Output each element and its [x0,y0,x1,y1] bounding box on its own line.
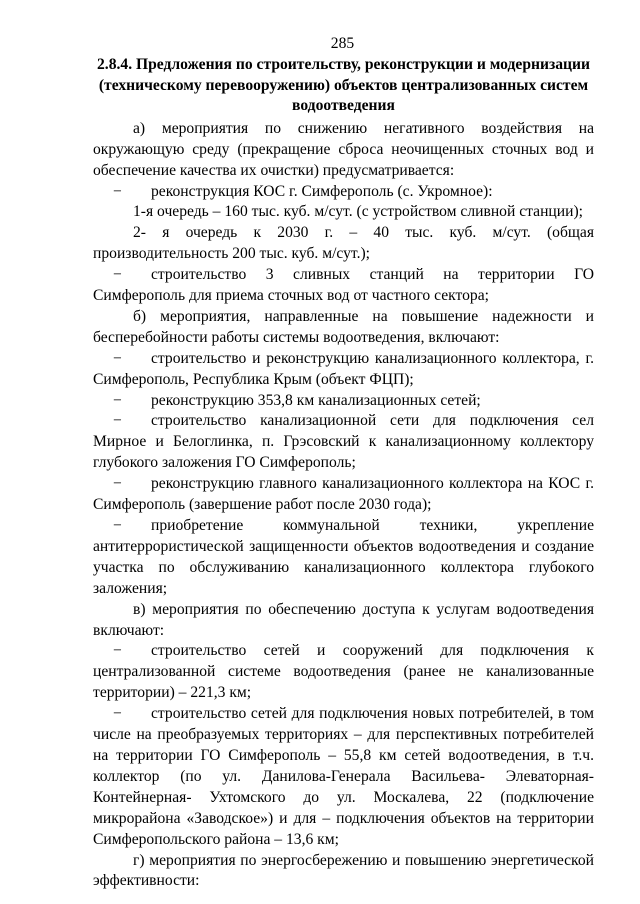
dash-marker: − [113,266,122,284]
list-item-text: строительство сетей для подключения новых потребителей, в том числе на преобразуемых территориях – для перспективных потребителей на территории ГО Симферополь – 55,8 км сетей водоотведения, в т.ч. коллектор (по ул. Данилова-Генерала Васильева- Элеваторная- Контейнерная- Ухтомского до ул. Москалева, 22 (подключение микрорайона «Заводское») и для – подключения объектов на территории Симферопольского района – 13,6 км; [93,705,594,848]
paragraph: б) мероприятия, направленные на повышение надежности и бесперебойности работы системы водоотведения, включают: [93,307,594,346]
list-item [93,704,594,850]
list-item-text: реконструкцию главного канализационного коллектора на КОС г. Симферополь (завершение работ после 2030 года); [93,475,594,514]
paragraph: 1-я очередь – 160 тыс. куб. м/сут. (с устройством сливной станции); [133,203,583,221]
list-item [93,265,594,307]
section-heading: 2.8.4. Предложения по строительству, реконструкции и модернизации (техническому перевооружению) объектов централизованных систем водоотведения [97,56,590,115]
list-item-text: приобретение коммунальной техники, укрепление антитеррористической защищенности объектов водоотведения и создание участка по обслуживанию канализационного коллектора глубокого заложения; [93,517,594,597]
document-page [93,34,594,892]
list-item-text: реконструкция КОС г. Симферополь (с. Укромное): [151,182,493,200]
list-item-text: реконструкцию 353,8 км канализационных сетей; [151,391,481,409]
list-item-text: строительство и реконструкцию канализационного коллектора, г. Симферополь, Республика Крым (объект ФЦП); [93,349,594,388]
paragraph: 2- я очередь к 2030 г. – 40 тыс. куб. м/сут. (общая производительность 200 тыс. куб. м/сут.); [93,224,594,263]
list-item [93,516,594,600]
list-item-text: строительство 3 сливных станций на территории ГО Симферополь для приема сточных вод от частного сектора; [93,266,594,305]
dash-marker: − [113,391,122,409]
list-item [93,474,594,516]
list-item-text: строительство канализационной сети для подключения сел Мирное и Белоглинка, п. Грэсовский к канализационному коллектору глубокого заложения ГО Симферополь; [93,412,594,472]
dash-marker: − [113,412,122,430]
dash-marker: − [113,349,122,367]
list-item-text: строительство сетей и сооружений для подключения к централизованной системе водоотведения (ранее не канализованные территории) – 221,3 км; [93,642,594,702]
dash-marker: − [113,705,122,723]
list-item [93,641,594,704]
dash-marker: − [113,517,122,534]
paragraph: а) мероприятия по снижению негативного воздействия на окружающую среду (прекращение сброса неочищенных сточных вод и обеспечение качества их очистки) предусматривается: [93,119,594,179]
dash-marker: − [113,475,122,493]
paragraph: в) мероприятия по обеспечению доступа к услугам водоотведения включают: [93,600,594,639]
paragraph: г) мероприятия по энергосбережению и повышению энергетической эффективности: [93,851,594,890]
list-item [93,182,594,203]
page-number: 285 [330,35,355,52]
dash-marker: − [113,642,122,660]
dash-marker: − [113,182,122,200]
list-item [93,411,594,474]
list-item [93,391,594,412]
list-item [93,349,594,391]
